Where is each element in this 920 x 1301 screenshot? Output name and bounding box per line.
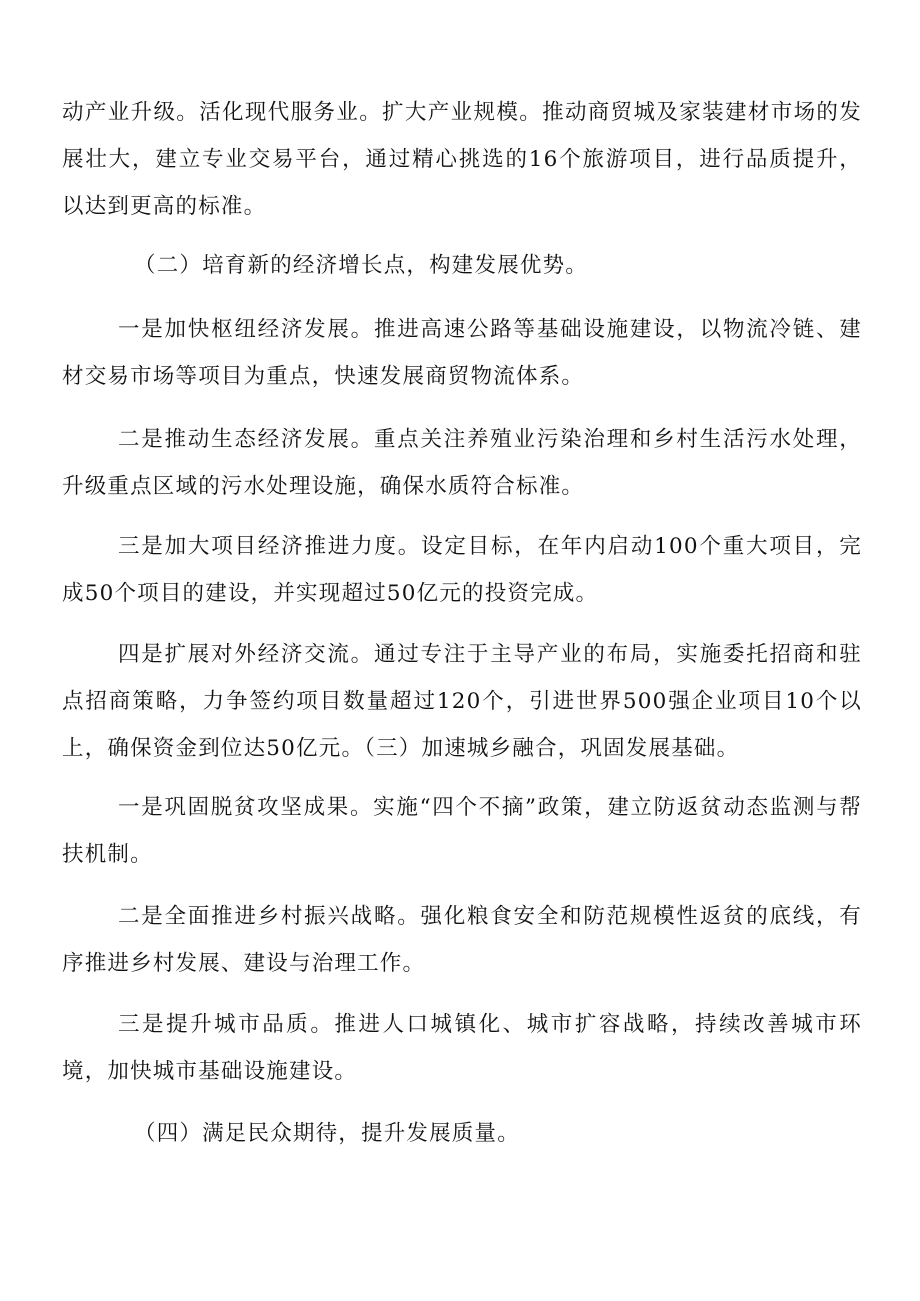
paragraph-project-economy: 三是加大项目经济推进力度。设定目标，在年内启动100个重大项目，完成50个项目的建设，并实现超过50亿元的投资完成。 bbox=[62, 534, 862, 606]
paragraph-external-exchange: 四是扩展对外经济交流。通过专注于主导产业的布局，实施委托招商和驻点招商策略，力争签约项目数量超过120个，引进世界500强企业项目10个以上，确保资金到位达50亿元。（三）加速城乡融合，巩固发展基础。 bbox=[62, 642, 862, 761]
paragraph-city-quality: 三是提升城市品质。推进人口城镇化、城市扩容战略，持续改善城市环境，加快城市基础设施建设。 bbox=[62, 1012, 862, 1084]
paragraph-eco-economy: 二是推动生态经济发展。重点关注养殖业污染治理和乡村生活污水处理，升级重点区域的污水处理设施，确保水质符合标准。 bbox=[62, 427, 862, 499]
paragraph-poverty-results: 一是巩固脱贫攻坚成果。实施“四个不摘”政策，建立防返贫动态监测与帮扶机制。 bbox=[62, 795, 862, 867]
paragraph-industry-upgrade: 动产业升级。活化现代服务业。扩大产业规模。推动商贸城及家装建材市场的发展壮大，建立专业交易平台，通过精心挑选的16个旅游项目，进行品质提升，以达到更高的标准。 bbox=[62, 100, 862, 219]
section-heading-4: （四）满足民众期待，提升发展质量。 bbox=[134, 1121, 520, 1146]
paragraph-hub-economy: 一是加快枢纽经济发展。推进高速公路等基础设施建设，以物流冷链、建材交易市场等项目为重点，快速发展商贸物流体系。 bbox=[62, 317, 862, 389]
section-heading-2: （二）培育新的经济增长点，构建发展优势。 bbox=[134, 253, 589, 278]
paragraph-rural-revitalization: 二是全面推进乡村振兴战略。强化粮食安全和防范规模性返贫的底线，有序推进乡村发展、建设与治理工作。 bbox=[62, 904, 862, 976]
